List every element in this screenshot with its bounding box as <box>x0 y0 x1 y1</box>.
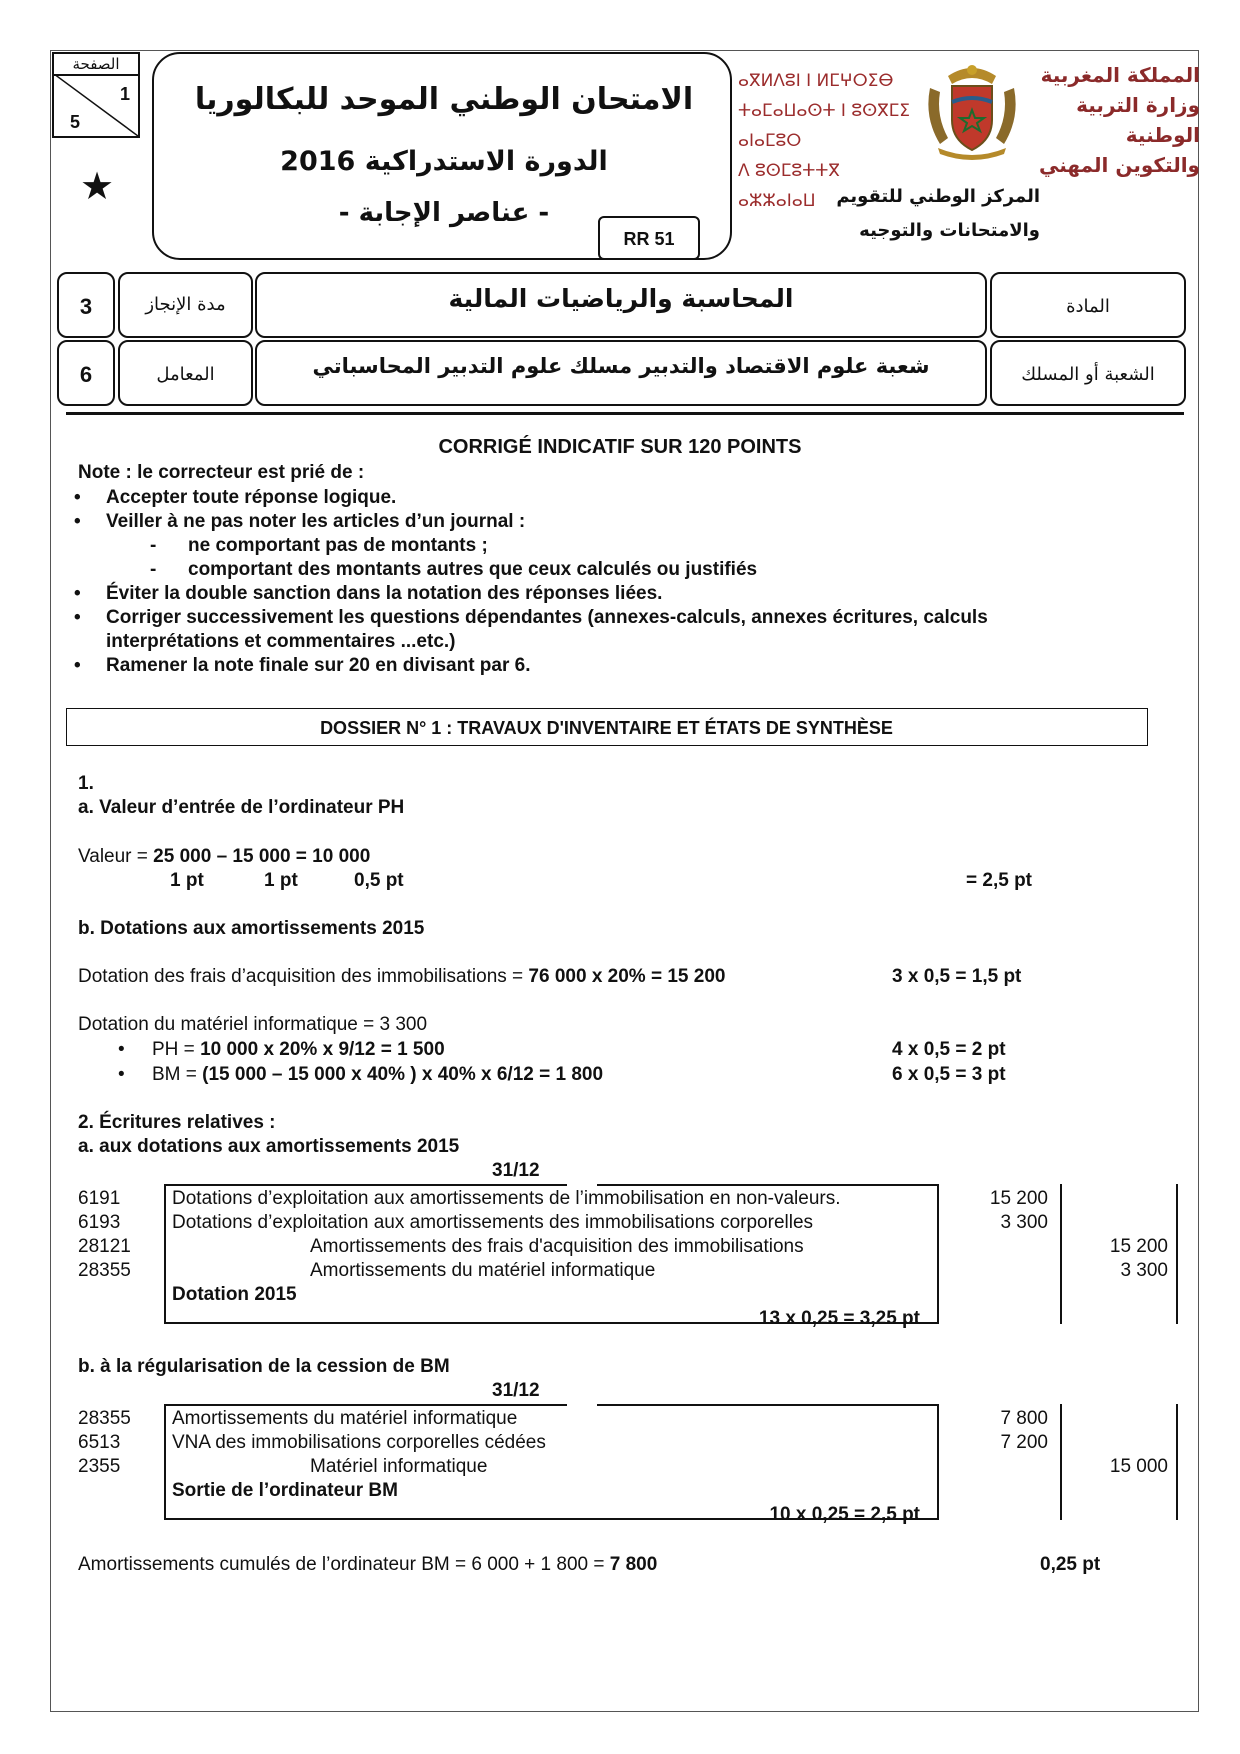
page-counter <box>52 52 140 138</box>
branch-label-box <box>990 340 1186 406</box>
bm-pts: 6 x 0,5 = 3 pt <box>892 1064 1006 1085</box>
journal-row-label: Amortissements du matériel informatique <box>310 1260 656 1281</box>
header-rule <box>66 412 1184 415</box>
coef-value: 6 <box>79 362 93 387</box>
tifinagh-line-3: ⴷ ⵓⵙⵎⵓⵜⵜⴳ ⴰⵣⵣⴰⵏⴰⵡ <box>738 161 840 211</box>
journal-row-label: VNA des immobilisations corporelles cédées <box>172 1432 546 1453</box>
journal-b-pts: 10 x 0,25 = 2,5 pt <box>769 1504 920 1525</box>
amort-pts: 0,25 pt <box>1040 1554 1101 1575</box>
journal-row-label: Dotations d’exploitation aux amortissements des immobilisations corporelles <box>172 1212 814 1233</box>
dot-frais-pts: 3 x 0,5 = 1,5 pt <box>892 966 1022 987</box>
amort-line: Amortissements cumulés de l’ordinateur BM = 6 000 + 1 800 = 7 800 <box>78 1554 658 1575</box>
exam-code: RR 51 <box>623 229 675 249</box>
duration-value-box <box>57 272 115 338</box>
coef-label: المعامل <box>156 364 215 385</box>
valeur-total: = 2,5 pt <box>966 870 1032 891</box>
journal-a-pts: 13 x 0,25 = 3,25 pt <box>758 1308 920 1329</box>
coat-of-arms-icon <box>918 58 1026 162</box>
journal-row: 6513 <box>78 1432 121 1453</box>
q2-title: 2. Écritures relatives : <box>78 1112 276 1133</box>
corrige-title: CORRIGÉ INDICATIF SUR 120 POINTS <box>438 436 802 458</box>
q2b-title: b. à la régularisation de la cession de BM <box>78 1356 450 1377</box>
note-item-continued: interprétations et commentaires ...etc.) <box>106 631 456 652</box>
journal-a-caption: Dotation 2015 <box>172 1284 297 1305</box>
branch-value: شعبة علوم الاقتصاد والتدبير مسلك علوم التدبير المحاسباتي <box>312 354 930 378</box>
journal-row: 2355 <box>78 1456 121 1477</box>
journal-row-label: Amortissements des frais d'acquisition des immobilisations <box>310 1236 804 1257</box>
valeur-pt-3: 0,5 pt <box>354 870 404 891</box>
q2a-title: a. aux dotations aux amortissements 2015 <box>78 1136 460 1157</box>
journal-row-debit: 15 200 <box>989 1188 1048 1209</box>
journal-row: 6193 <box>78 1212 121 1233</box>
branch-value-box <box>255 340 987 406</box>
journal-row-label: Matériel informatique <box>310 1456 488 1477</box>
journal-row: 28355 <box>78 1260 131 1281</box>
center-block <box>820 180 1040 248</box>
ministry-block <box>1030 60 1200 180</box>
journal-b-date: 31/12 <box>492 1380 540 1401</box>
note-item: • Veiller à ne pas noter les articles d’un journal : <box>74 511 526 532</box>
ph-line: • PH = 10 000 x 20% x 9/12 = 1 500 <box>118 1039 445 1060</box>
journal-row-credit: 15 200 <box>1109 1236 1168 1257</box>
ph-pts: 4 x 0,5 = 2 pt <box>892 1039 1006 1060</box>
center-line-2: والامتحانات والتوجيه <box>859 220 1040 241</box>
valeur-pt-2: 1 pt <box>264 870 298 891</box>
note-item: • Éviter la double sanction dans la notation des réponses liées. <box>74 583 663 604</box>
q1-number: 1. <box>78 773 94 794</box>
page-total: 5 <box>70 112 81 132</box>
note-item: • Corriger successivement les questions dépendantes (annexes-calculs, annexes écritures, calculs <box>74 607 988 628</box>
kingdom-name: المملكة المغربية <box>1040 63 1200 87</box>
dot-frais-line: Dotation des frais d’acquisition des immobilisations = 76 000 x 20% = 15 200 <box>78 966 726 987</box>
tifinagh-line-1: ⴰⴳⵍⴷⵓⵏ ⵏ ⵍⵎⵖⵔⵉⴱ <box>738 71 894 91</box>
journal-row: 28355 <box>78 1408 131 1429</box>
exam-code-box <box>598 216 700 260</box>
answer-elements: - عناصر الإجابة - <box>338 198 550 228</box>
dossier-title: DOSSIER N° 1 : TRAVAUX D'INVENTAIRE ET ÉTATS DE SYNTHÈSE <box>320 718 893 738</box>
note-item: • Accepter toute réponse logique. <box>74 487 397 508</box>
subnote-item: - comportant des montants autres que ceux calculés ou justifiés <box>150 559 758 580</box>
subnote-item: - ne comportant pas de montants ; <box>150 535 488 556</box>
subject-label-box <box>990 272 1186 338</box>
coef-label-box <box>118 340 253 406</box>
exam-title: الامتحان الوطني الموحد للبكالوريا <box>194 82 694 117</box>
journal-row-debit: 7 800 <box>1000 1408 1048 1429</box>
duration-label-box <box>118 272 253 338</box>
center-line-1: المركز الوطني للتقويم <box>836 186 1040 207</box>
journal-row-debit: 7 200 <box>1000 1432 1048 1453</box>
ministry-line-2: والتكوين المهني <box>1039 153 1200 177</box>
journal-row: 28121 <box>78 1236 131 1257</box>
q1a-title: a. Valeur d’entrée de l’ordinateur PH <box>78 797 405 818</box>
journal-row: 6191 <box>78 1188 121 1209</box>
subject-label: المادة <box>1066 296 1110 317</box>
exam-session: الدورة الاستدراكية 2016 <box>280 146 608 177</box>
q1b-title: b. Dotations aux amortissements 2015 <box>78 918 425 939</box>
journal-a-date: 31/12 <box>492 1160 540 1181</box>
bm-line: • BM = (15 000 – 15 000 x 40% ) x 40% x 6/12 = 1 800 <box>118 1064 604 1085</box>
subject-value-box <box>255 272 987 338</box>
valeur-pt-1: 1 pt <box>170 870 204 891</box>
star-icon: ★ <box>80 166 115 208</box>
subject-value: المحاسبة والرياضيات المالية <box>448 284 794 313</box>
journal-row-credit: 15 000 <box>1109 1456 1168 1477</box>
dot-mat-line: Dotation du matériel informatique = 3 300 <box>78 1014 428 1035</box>
note-item: • Ramener la note finale sur 20 en divisant par 6. <box>74 655 531 676</box>
journal-row-credit: 3 300 <box>1120 1260 1168 1281</box>
tifinagh-line-2: ⵜⴰⵎⴰⵡⴰⵙⵜ ⵏ ⵓⵙⴳⵎⵉ ⴰⵏⴰⵎⵓⵔ <box>738 101 911 151</box>
journal-row-label: Amortissements du matériel informatique <box>172 1408 518 1429</box>
journal-row-debit: 3 300 <box>1000 1212 1048 1233</box>
journal-b-caption: Sortie de l’ordinateur BM <box>172 1480 398 1501</box>
note-intro: Note : le correcteur est prié de : <box>78 462 365 483</box>
valeur-line: Valeur = 25 000 – 15 000 = 10 000 <box>78 846 371 867</box>
duration-label: مدة الإنجاز <box>145 294 226 315</box>
dossier-box <box>66 708 1148 746</box>
duration-value: 3 <box>79 294 93 319</box>
journal-row-label: Dotations d’exploitation aux amortissements de l’immobilisation en non-valeurs. <box>172 1188 841 1209</box>
page-current: 1 <box>120 84 131 104</box>
coef-value-box <box>57 340 115 406</box>
page-label: الصفحة <box>72 55 120 73</box>
branch-label: الشعبة أو المسلك <box>1021 364 1155 385</box>
ministry-line-1: وزارة التربية الوطنية <box>1076 93 1200 147</box>
